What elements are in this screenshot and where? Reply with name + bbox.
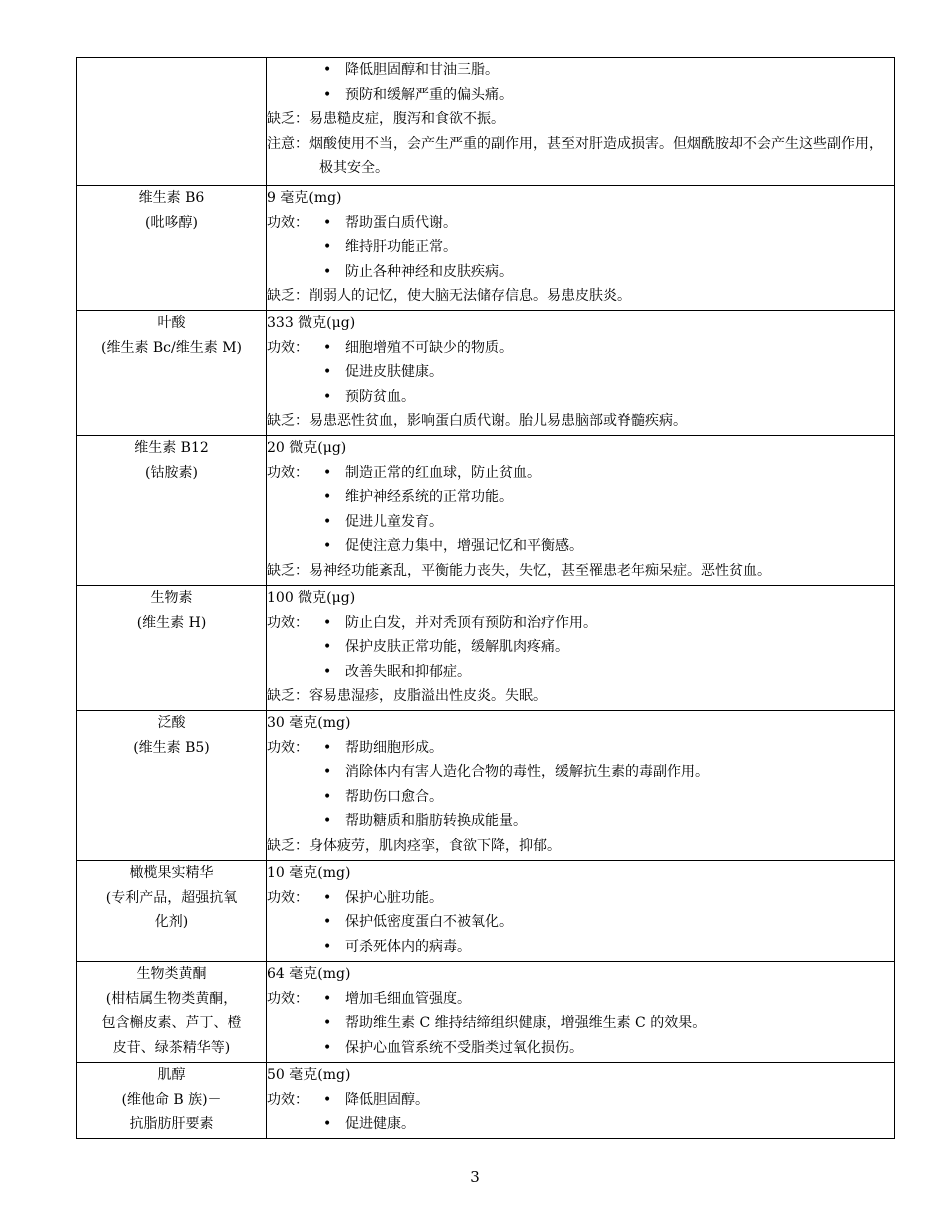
effects-label: 功效： bbox=[267, 464, 309, 481]
nutrient-detail-cell bbox=[267, 586, 895, 711]
effects-label: 功效： bbox=[267, 739, 309, 756]
nutrient-name-line: (维生素 H) bbox=[136, 614, 207, 631]
effect-text: 防止白发，并对秃顶有预防和治疗作用。 bbox=[345, 614, 597, 631]
effects-label: 功效： bbox=[267, 1091, 309, 1108]
nutrient-name-line: 包含槲皮素、芦丁、橙 bbox=[101, 1015, 242, 1031]
nutrient-detail-cell bbox=[267, 962, 895, 1063]
nutrient-detail-cell bbox=[267, 186, 895, 311]
effect-item bbox=[267, 461, 894, 486]
bullet-icon: • bbox=[323, 1039, 332, 1056]
table-row bbox=[77, 311, 895, 436]
effect-item bbox=[267, 360, 894, 385]
nutrient-name-cell bbox=[77, 436, 267, 586]
effect-item bbox=[267, 1088, 894, 1113]
table-row bbox=[77, 186, 895, 311]
bullet-icon: • bbox=[323, 614, 332, 631]
nutrient-name-line: (柑桔属生物类黄酮， bbox=[105, 990, 238, 1007]
nutrient-name-line: 抗脂肪肝要素 bbox=[129, 1116, 214, 1132]
nutrient-name-line: 化剂) bbox=[154, 914, 189, 930]
bullet-icon: • bbox=[323, 813, 332, 829]
effects-label: 功效： bbox=[267, 214, 309, 231]
effect-item bbox=[267, 935, 894, 960]
effect-item bbox=[267, 660, 894, 685]
bullet-icon: • bbox=[323, 1091, 332, 1108]
bullet-icon: • bbox=[323, 663, 332, 680]
bullet-icon: • bbox=[323, 938, 332, 955]
bullet-icon: • bbox=[323, 464, 332, 481]
effect-text: 维护神经系统的正常功能。 bbox=[345, 489, 513, 505]
bullet-icon: • bbox=[323, 263, 332, 280]
effect-item bbox=[267, 809, 894, 834]
effect-item bbox=[267, 485, 894, 510]
nutrient-detail-cell bbox=[267, 58, 895, 186]
nutrient-detail-cell bbox=[267, 311, 895, 436]
effect-text: 帮助蛋白质代谢。 bbox=[345, 214, 457, 231]
effect-item bbox=[267, 886, 894, 911]
nutrient-detail-cell bbox=[267, 436, 895, 586]
nutrient-name-cell bbox=[77, 1063, 267, 1139]
bullet-icon: • bbox=[323, 639, 332, 655]
effect-item bbox=[267, 83, 894, 108]
bullet-icon: • bbox=[323, 339, 332, 356]
effect-text: 可杀死体内的病毒。 bbox=[345, 938, 471, 955]
effects-label: 功效： bbox=[267, 990, 309, 1007]
effect-item bbox=[267, 1036, 894, 1061]
bullet-icon: • bbox=[323, 1116, 332, 1132]
bullet-icon: • bbox=[323, 62, 332, 78]
effect-text: 降低胆固醇。 bbox=[345, 1091, 429, 1108]
effect-text: 防止各种神经和皮肤疾病。 bbox=[345, 263, 513, 280]
table-row bbox=[77, 58, 895, 186]
nutrient-name-cell bbox=[77, 861, 267, 962]
bullet-icon: • bbox=[323, 538, 332, 554]
nutrient-name-line: (维生素 B5) bbox=[133, 739, 210, 756]
effect-item bbox=[267, 336, 894, 361]
bullet-icon: • bbox=[323, 739, 332, 756]
bullet-icon: • bbox=[323, 388, 332, 405]
nutrient-name-line: 皮苷、绿茶精华等) bbox=[112, 1039, 231, 1056]
table-row bbox=[77, 436, 895, 586]
effect-text: 促使注意力集中，增强记忆和平衡感。 bbox=[345, 538, 583, 554]
dosage: 20 微克(μg) bbox=[267, 440, 347, 456]
effect-item bbox=[267, 235, 894, 260]
effect-text: 促进儿童发育。 bbox=[345, 513, 443, 530]
nutrient-name-line: 橄榄果实精华 bbox=[129, 865, 214, 881]
effect-text: 消除体内有害人造化合物的毒性，缓解抗生素的毒副作用。 bbox=[345, 764, 709, 780]
nutrient-name-line: (维他命 B 族)－ bbox=[121, 1091, 222, 1108]
effect-item bbox=[267, 260, 894, 285]
effect-text: 改善失眠和抑郁症。 bbox=[345, 663, 471, 680]
effects-label: 功效： bbox=[267, 339, 309, 356]
effect-text: 帮助维生素 C 维持结缔组织健康，增强维生素 C 的效果。 bbox=[345, 1015, 707, 1031]
nutrient-detail-cell bbox=[267, 1063, 895, 1139]
deficiency-text: 缺乏：容易患湿疹，皮脂溢出性皮炎。失眠。 bbox=[267, 688, 547, 704]
effect-item bbox=[267, 534, 894, 559]
nutrient-name-cell bbox=[77, 186, 267, 311]
dosage: 10 毫克(mg) bbox=[267, 865, 351, 881]
effect-text: 降低胆固醇和甘油三脂。 bbox=[345, 62, 499, 78]
effect-item bbox=[267, 987, 894, 1012]
nutrient-name-line: 维生素 B6 bbox=[138, 190, 205, 206]
effect-item bbox=[267, 785, 894, 810]
deficiency-text: 缺乏：削弱人的记忆，使大脑无法储存信息。易患皮肤炎。 bbox=[267, 288, 631, 304]
nutrient-name-cell bbox=[77, 711, 267, 861]
effect-item bbox=[267, 611, 894, 636]
bullet-icon: • bbox=[323, 239, 332, 255]
nutrient-name-line: 叶酸 bbox=[157, 315, 186, 331]
nutrient-name-line: (专利产品，超强抗氧 bbox=[105, 889, 238, 906]
dosage: 30 毫克(mg) bbox=[267, 715, 351, 731]
bullet-icon: • bbox=[323, 914, 332, 930]
effect-text: 预防和缓解严重的偏头痛。 bbox=[345, 86, 513, 103]
effect-text: 帮助伤口愈合。 bbox=[345, 788, 443, 805]
nutrient-name-line: 维生素 B12 bbox=[134, 440, 209, 456]
table-row bbox=[77, 1063, 895, 1139]
effect-text: 保护心脏功能。 bbox=[345, 889, 443, 906]
nutrient-name-line: 生物类黄酮 bbox=[136, 966, 207, 982]
dosage: 100 微克(μg) bbox=[267, 590, 356, 606]
deficiency-text: 缺乏：易神经功能紊乱，平衡能力丧失，失忆，甚至罹患老年痴呆症。恶性贫血。 bbox=[267, 562, 771, 579]
dosage: 64 毫克(mg) bbox=[267, 966, 351, 982]
effect-text: 保护皮肤正常功能，缓解肌肉疼痛。 bbox=[345, 639, 569, 655]
table-row bbox=[77, 586, 895, 711]
nutrient-name-cell bbox=[77, 586, 267, 711]
bullet-icon: • bbox=[323, 489, 332, 505]
effect-text: 增加毛细血管强度。 bbox=[345, 990, 471, 1007]
effect-text: 帮助糖质和脂肪转换成能量。 bbox=[345, 813, 527, 829]
dosage: 50 毫克(mg) bbox=[267, 1067, 351, 1083]
effect-item bbox=[267, 760, 894, 785]
effect-text: 保护低密度蛋白不被氧化。 bbox=[345, 914, 513, 930]
note-text: 注意：烟酸使用不当，会产生严重的副作用，甚至对肝造成损害。但烟酰胺却不会产生这些副作用，极其安全。 bbox=[267, 135, 883, 176]
table-row bbox=[77, 711, 895, 861]
nutrient-name-line: (吡哆醇) bbox=[145, 214, 198, 231]
effect-text: 预防贫血。 bbox=[345, 388, 415, 405]
effect-item bbox=[267, 1011, 894, 1036]
effect-item bbox=[267, 910, 894, 935]
nutrient-name-line: (钴胺素) bbox=[145, 464, 198, 481]
bullet-icon: • bbox=[323, 889, 332, 906]
nutrient-name-cell bbox=[77, 962, 267, 1063]
bullet-icon: • bbox=[323, 788, 332, 805]
bullet-icon: • bbox=[323, 513, 332, 530]
effect-item bbox=[267, 211, 894, 236]
bullet-icon: • bbox=[323, 364, 332, 380]
deficiency-text: 缺乏：易患恶性贫血，影响蛋白质代谢。胎儿易患脑部或脊髓疾病。 bbox=[267, 413, 687, 429]
table-row bbox=[77, 861, 895, 962]
bullet-icon: • bbox=[323, 764, 332, 780]
deficiency-text: 缺乏：身体疲劳，肌肉痉挛，食欲下降，抑郁。 bbox=[267, 837, 561, 854]
bullet-icon: • bbox=[323, 990, 332, 1007]
table-row bbox=[77, 962, 895, 1063]
effect-text: 促进皮肤健康。 bbox=[345, 364, 443, 380]
effect-text: 维持肝功能正常。 bbox=[345, 239, 457, 255]
nutrient-name-line: 生物素 bbox=[150, 590, 193, 606]
effect-text: 制造正常的红血球，防止贫血。 bbox=[345, 464, 541, 481]
effect-item bbox=[267, 635, 894, 660]
page-number: 3 bbox=[470, 1168, 480, 1186]
nutrient-name-cell bbox=[77, 311, 267, 436]
bullet-icon: • bbox=[323, 1015, 332, 1031]
dosage: 333 微克(μg) bbox=[267, 315, 356, 331]
effect-item bbox=[267, 1112, 894, 1137]
nutrient-name-line: 泛酸 bbox=[157, 715, 186, 731]
effect-text: 保护心血管系统不受脂类过氧化损伤。 bbox=[345, 1039, 583, 1056]
effect-item bbox=[267, 510, 894, 535]
nutrient-table bbox=[76, 57, 895, 1139]
effect-item bbox=[267, 385, 894, 410]
deficiency-text: 缺乏：易患糙皮症，腹泻和食欲不振。 bbox=[267, 111, 505, 127]
dosage: 9 毫克(mg) bbox=[267, 190, 342, 206]
bullet-icon: • bbox=[323, 214, 332, 231]
bullet-icon: • bbox=[323, 86, 332, 103]
nutrient-detail-cell bbox=[267, 861, 895, 962]
effect-item bbox=[267, 736, 894, 761]
nutrient-name-line: (维生素 Bc/维生素 M) bbox=[100, 339, 242, 356]
nutrient-detail-cell bbox=[267, 711, 895, 861]
nutrient-table-body bbox=[77, 58, 895, 1139]
nutrient-name-cell bbox=[77, 58, 267, 186]
effects-label: 功效： bbox=[267, 614, 309, 631]
nutrient-name-line: 肌醇 bbox=[157, 1067, 186, 1083]
effect-text: 帮助细胞形成。 bbox=[345, 739, 443, 756]
effect-text: 细胞增殖不可缺少的物质。 bbox=[345, 339, 513, 356]
effects-label: 功效： bbox=[267, 889, 309, 906]
effect-text: 促进健康。 bbox=[345, 1116, 415, 1132]
effect-item bbox=[267, 58, 894, 83]
